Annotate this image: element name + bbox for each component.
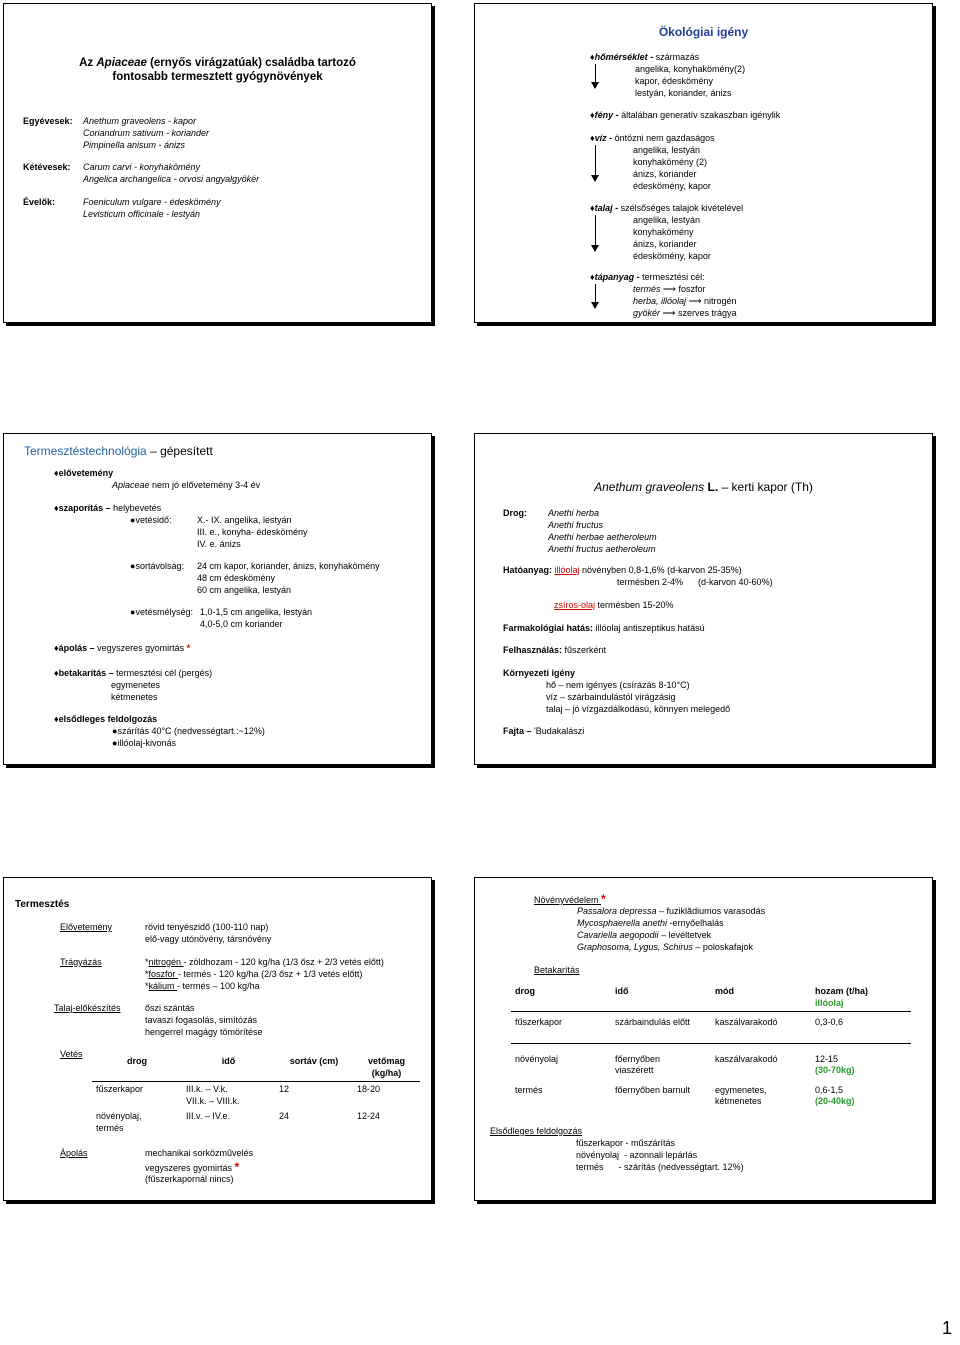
betakaritas-item: egymenetes <box>111 680 161 690</box>
novenyvedelem-label: Növényvédelem * <box>534 892 606 906</box>
talaj-item: konyhakömény <box>633 227 694 237</box>
diamond-bullet-icon: ♦ <box>590 272 595 282</box>
diamond-bullet-icon: ♦ <box>54 668 59 678</box>
viz-item: konyhakömény (2) <box>633 157 708 167</box>
tapanyag-row: termés ⟶ foszfor <box>633 284 706 294</box>
diamond-bullet-icon: ♦ <box>54 503 59 513</box>
homerseklet-item: angelika, konyhakömény(2) <box>635 64 746 74</box>
right-arrow-icon: ⟶ <box>663 284 676 294</box>
tapanyag-row: herba, illóolaj ⟶ nitrogén <box>633 296 737 306</box>
apolas-item: mechanikai sorközművelés <box>145 1148 254 1158</box>
vetes-label: Vetés <box>60 1049 83 1059</box>
header-cell: mód <box>711 984 811 1012</box>
drog-item: Anethi fructus aetheroleum <box>548 544 656 554</box>
table-row <box>92 1082 420 1110</box>
homerseklet-item: kapor, édeskömény <box>635 76 714 86</box>
feny-line: ♦fény - általában generatív szakaszban igénylik <box>590 110 781 120</box>
down-arrow-icon <box>595 215 596 251</box>
slide1-title: Az Apiaceae (ernyős virágzatúak) családba tartozó fontosabb termesztett gyógynövények <box>79 57 356 83</box>
hatoanyag-line: Hatóanyag: illóolaj növényben 0,8-1,6% (d-karvon 25-35%) <box>503 565 742 575</box>
tragyazas-label: Trágyázás <box>60 957 102 967</box>
dot-bullet-icon: ● <box>112 738 118 748</box>
slide-apiaceae-list <box>3 3 432 323</box>
elovetemeny-label: ♦elővetemény <box>54 468 114 478</box>
vetesido-item: III. e., konyha- édeskömény <box>197 527 308 537</box>
tragyazas-item: *nitrogén - zöldhozam - 120 kg/ha (1/3 ősz + 2/3 vetés előtt) <box>145 957 384 967</box>
table-cell: 12 <box>279 1084 290 1094</box>
diamond-bullet-icon: ♦ <box>54 643 59 653</box>
feldolgozas-item: növényolaj - azonnali lepárlás <box>576 1150 698 1160</box>
diamond-bullet-icon: ♦ <box>590 110 595 120</box>
dot-bullet-icon: ● <box>130 515 136 525</box>
apolas-item: (fűszerkapornál nincs) <box>145 1174 234 1184</box>
asterisk-mark: * <box>186 643 191 653</box>
drog-item: Anethi herbae aetheroleum <box>548 532 657 542</box>
sortav-item: 48 cm édeskömény <box>197 573 276 583</box>
elovetemeny-item: elő-vagy utónövény, társnövény <box>145 934 272 944</box>
slide-novenyvedelem <box>474 877 933 1201</box>
group-item: Anethum graveolens - kapor <box>83 116 197 126</box>
vetesido-item: IV. e. ánizs <box>197 539 241 549</box>
asterisk-mark: * <box>601 892 606 906</box>
feldolgozas-item: fűszerkapor - műszárítás <box>576 1138 676 1148</box>
harvest-table <box>511 984 911 1110</box>
diamond-bullet-icon: ♦ <box>590 133 595 143</box>
table-row <box>92 1109 420 1136</box>
betakaritas-label: Betakarítás <box>534 965 580 975</box>
farma-line: Farmakológiai hatás: illóolaj antiszeptikus hatású <box>503 623 705 633</box>
header-cell: idő <box>221 1056 236 1066</box>
viz-item: édeskömény, kapor <box>633 181 711 191</box>
viz-line: ♦víz - öntözni nem gazdaságos <box>590 133 715 143</box>
vetes-table <box>92 1054 420 1136</box>
talaj-label: Talaj-előkészítés <box>54 1003 121 1013</box>
tapanyag-row: gyökér ⟶ szerves trágya <box>633 308 737 318</box>
table-row <box>511 1043 911 1079</box>
table-cell: fűszerkapor <box>515 1017 563 1027</box>
arrow-stem <box>595 64 596 65</box>
kornyezeti-item: hő – nem igényes (csírázás 8-10°C) <box>546 680 690 690</box>
apolas-label: Ápolás <box>60 1148 88 1158</box>
vetesido-label: ●vetésidő: <box>130 515 172 525</box>
group-item: Coriandrum sativum - koriander <box>83 128 210 138</box>
pest-item: Cavariella aegopodii – levéltetvek <box>577 930 712 940</box>
homerseklet-item: lestyán, koriander, ánizs <box>635 88 732 98</box>
fajta-line: Fajta – 'Budakalászi <box>503 726 585 736</box>
sortav-item: 24 cm kapor, koriander, ánizs, konyhakömény <box>197 561 380 571</box>
feldolgozas-label: Elsődleges feldolgozás <box>490 1126 583 1136</box>
viz-item: ánizs, koriander <box>633 169 697 179</box>
feldolgozas-item: ●illóolaj-kivonás <box>112 738 176 748</box>
talaj-item: hengerrel magágy tömörítése <box>145 1027 263 1037</box>
slide4-title: Anethum graveolens L. – kerti kapor (Th) <box>594 480 813 494</box>
table-cell: 12-15 (30-70kg) <box>815 1053 855 1075</box>
group-item: Levisticum officinale - lestyán <box>83 209 201 219</box>
tapanyag-line: ♦tápanyag - termesztési cél: <box>590 272 705 282</box>
group-label-ketevesek: Kétévesek: <box>23 162 71 172</box>
table-cell: egymenetes, kétmenetes <box>715 1084 767 1106</box>
vetesmelyseg-item: 1,0-1,5 cm angelika, lestyán <box>200 607 313 617</box>
elovetemeny-text: Apiaceae nem jó elővetemény 3-4 év <box>112 480 261 490</box>
feldolgozas-label: ♦elsődleges feldolgozás <box>54 714 158 724</box>
betakaritas-line: ♦betakarítás – termesztési cél (pergés) <box>54 668 213 678</box>
page-number: 1 <box>942 1318 953 1338</box>
pest-item: Passalora depressa – fuziklădiumos varasodás <box>577 906 766 916</box>
kornyezeti-label: Környezeti igény <box>503 668 576 678</box>
sortav-item: 60 cm angelika, lestyán <box>197 585 292 595</box>
table-cell: 12-24 <box>357 1111 381 1121</box>
diamond-bullet-icon: ♦ <box>54 714 59 724</box>
table-cell: 18-20 <box>357 1084 381 1094</box>
header-cell: vetőmag (kg/ha) <box>367 1056 405 1078</box>
table-header-row <box>511 984 911 1012</box>
down-arrow-icon <box>595 64 596 88</box>
table-cell: fűszerkapor <box>96 1084 144 1094</box>
group-item: Pimpinella anisum - ánizs <box>83 140 186 150</box>
header-cell: idő <box>611 984 711 1012</box>
header-cell: drog <box>511 984 611 1012</box>
header-cell: drog <box>127 1056 147 1066</box>
slide2-title: Ökológiai igény <box>658 25 749 39</box>
right-arrow-icon: ⟶ <box>688 296 702 306</box>
diamond-bullet-icon: ♦ <box>590 203 595 213</box>
apolas-item: vegyszeres gyomirtás * <box>145 1160 240 1174</box>
apolas-line: ♦ápolás – vegyszeres gyomirtás * <box>54 643 191 653</box>
dot-bullet-icon: ● <box>130 607 136 617</box>
header-cell: sortáv (cm) <box>289 1056 339 1066</box>
table-row <box>511 1079 911 1110</box>
table-cell: 0,3-0,6 <box>815 1017 844 1027</box>
table-cell: kaszálvarakodó <box>715 1017 778 1027</box>
slide5-title: Termesztés <box>15 899 70 910</box>
hatoanyag-line2: termésben 2-4% (d-karvon 40-60%) <box>617 577 773 587</box>
zsiros-line: zsíros-olaj termésben 15-20% <box>554 600 674 610</box>
homerseklet-line: ♦hőmérséklet - származás <box>590 52 700 62</box>
drog-label: Drog: <box>503 508 527 518</box>
table-cell: növényolaj, termés <box>96 1111 142 1133</box>
table-cell: 0,6-1,5 (20-40kg) <box>815 1084 855 1106</box>
table-cell: termés <box>515 1084 543 1095</box>
kornyezeti-item: víz – szárbaindulástól virágzásig <box>546 692 676 702</box>
dot-bullet-icon: ● <box>130 561 136 571</box>
kornyezeti-item: talaj – jó vízgazdálkodású, könnyen melegedő <box>546 704 731 714</box>
asterisk-mark: * <box>234 1160 240 1174</box>
right-arrow-icon: ⟶ <box>662 308 676 318</box>
table-cell: III.v. – IV.e. <box>186 1111 231 1121</box>
table-cell: 24 <box>279 1111 290 1121</box>
slide-termesztes <box>3 877 432 1201</box>
talaj-line: ♦talaj - szélsőséges talajok kivételével <box>590 203 744 213</box>
szaporitas-line: ♦szaporítás – helybevetés <box>54 503 162 513</box>
group-item: Angelica archangelica - orvosi angyalgyökér <box>83 174 260 184</box>
table-row <box>511 1012 911 1044</box>
table-cell: szárbaindulás előtt <box>615 1017 691 1027</box>
talaj-item: tavaszi fogasolás, simítózás <box>145 1015 258 1025</box>
drog-item: Anethi herba <box>548 508 600 518</box>
header-cell: hozam (t/ha) illóolaj <box>811 984 911 1012</box>
group-label-egyevesek: Egyévesek: <box>23 116 73 126</box>
slide-ecological-needs <box>474 3 933 323</box>
diamond-bullet-icon: ♦ <box>590 52 595 62</box>
feldolgozas-item: ●szárítás 40°C (nedvességtart.:~12%) <box>112 726 265 736</box>
elovetemeny-item: rövid tenyészidő (100-110 nap) <box>145 922 269 932</box>
table-header-row <box>92 1054 420 1082</box>
pest-item: Graphosoma, Lygus, Schirus – poloskafajok <box>577 942 753 952</box>
diamond-bullet-icon: ♦ <box>54 468 59 478</box>
group-label-evelok: Évelők: <box>23 197 56 207</box>
elovetemeny-label: Elővetemény <box>60 922 113 932</box>
sortav-label: ●sortávolság: <box>130 561 184 571</box>
slide3-title: Termesztéstechnológia – gépesített <box>24 444 213 458</box>
table-cell: kaszálvarakodó <box>715 1053 778 1064</box>
dot-bullet-icon: ● <box>112 726 118 736</box>
slide-cultivation-technology <box>3 433 432 765</box>
table-cell: főernyőben viaszérett <box>615 1053 661 1075</box>
vetesmelyseg-item: 4,0-5,0 cm koriander <box>200 619 283 629</box>
table-cell: növényolaj <box>515 1053 559 1064</box>
group-item: Carum carvi - konyhakömény <box>83 162 201 172</box>
table-cell: III.k. – V.k. VII.k. – VIII.k. <box>186 1084 240 1106</box>
drog-item: Anethi fructus <box>548 520 604 530</box>
talaj-item: angelika, lestyán <box>633 215 701 225</box>
down-arrow-icon <box>595 145 596 181</box>
felhasznalas-line: Felhasználás: fűszerként <box>503 645 607 655</box>
vetesido-item: X.- IX. angelika, lestyán <box>197 515 292 525</box>
tragyazas-item: *kálium - termés – 100 kg/ha <box>145 981 260 991</box>
talaj-item: édeskömény, kapor <box>633 251 711 261</box>
viz-item: angelika, lestyán <box>633 145 701 155</box>
talaj-item: ánizs, koriander <box>633 239 697 249</box>
feldolgozas-item: termés - szárítás (nedvességtart. 12%) <box>576 1162 744 1172</box>
table-cell: főernyőben barnult <box>615 1084 691 1095</box>
down-arrow-icon <box>595 284 596 308</box>
vetesmelyseg-label: ●vetésmélység: <box>130 607 193 617</box>
pest-item: Mycosphaerella anethi -ernyőelhalás <box>577 918 724 928</box>
group-item: Foeniculum vulgare - édeskömény <box>83 197 221 207</box>
slide-anethum <box>474 433 933 765</box>
betakaritas-item: kétmenetes <box>111 692 158 702</box>
talaj-item: őszi szántás <box>145 1003 195 1013</box>
tragyazas-item: *foszfor - termés - 120 kg/ha (2/3 ősz + 1/3 vetés előtt) <box>145 969 363 979</box>
